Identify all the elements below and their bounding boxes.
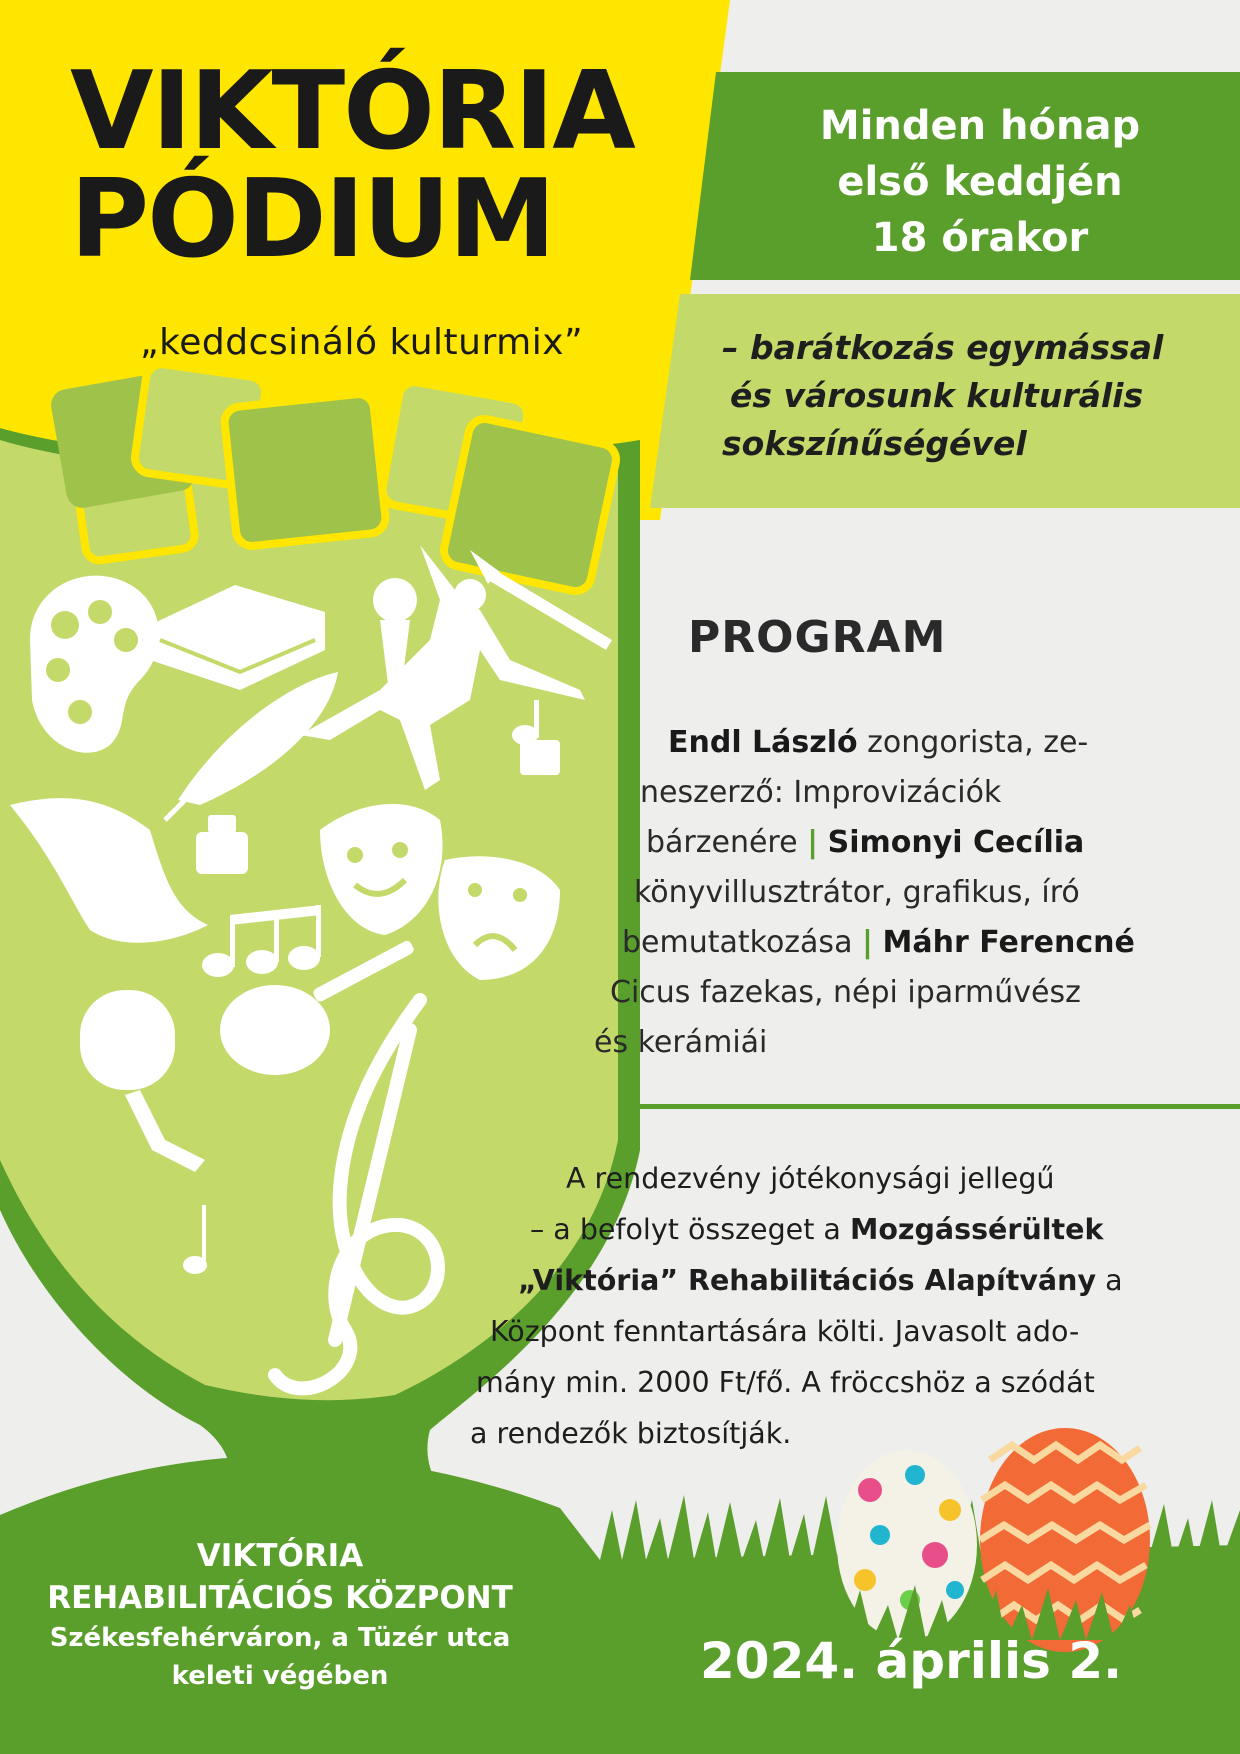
venue-block [20,1535,540,1695]
program-line5: bemutatkozása | Máhr Ferencné [622,925,1135,960]
event-title [70,49,670,282]
event-title-line2: PÓDIUM [70,157,554,282]
event-subtitle: „keddcsináló kulturmix” [140,322,584,363]
notice-organisation-part2: „Viktória” Rehabilitációs Alapítvány [518,1264,1097,1297]
notice-line1: A rendezvény jótékonysági jellegű [566,1162,1055,1195]
schedule-line2: első keddjén [837,159,1123,205]
tagline-line2: és városunk kulturális [730,376,1144,415]
tagline-text [722,324,1222,468]
section-divider [605,1104,1240,1109]
program-line7: és kerámiái [594,1025,768,1060]
venue-line1: VIKTÓRIA [196,1538,364,1574]
schedule-text [745,98,1215,266]
notice-line4: Központ fenntartására költi. Javasolt ado- [490,1315,1080,1348]
program-line3: bárzenére | Simonyi Cecília [646,825,1085,860]
notice-line6: a rendezők biztosítják. [470,1417,792,1450]
venue-line2: REHABILITÁCIÓS KÖZPONT [47,1580,513,1616]
performer1-name: Endl László [668,725,858,760]
performer3-name: Máhr Ferencné [882,925,1135,960]
program-line2: neszerző: Improvizációk [640,775,1002,810]
program-heading: PROGRAM [688,612,947,663]
performer2-name: Simonyi Cecília [827,825,1085,860]
event-date: 2024. április 2. [700,1632,1123,1690]
notice-line2: – a befolyt összeget a Mozgássérültek [530,1213,1104,1246]
event-title-line1: VIKTÓRIA [70,49,634,174]
notice-line5: mány min. 2000 Ft/fő. A fröccshöz a szódát [476,1366,1095,1399]
program-separator: | [862,925,873,960]
venue-line4: keleti végében [171,1661,389,1691]
venue-line3: Székesfehérváron, a Tüzér utca [49,1623,511,1653]
schedule-line1: Minden hónap [819,103,1141,149]
notice-line3: „Viktória” Rehabilitációs Alapítvány a [518,1264,1123,1297]
program-separator: | [807,825,819,860]
program-line4: könyvillusztrátor, grafikus, író [634,875,1080,910]
program-line6: Cicus fazekas, népi iparművész [610,975,1081,1010]
schedule-line3: 18 órakor [871,215,1089,261]
notice-organisation-part1: Mozgássérültek [849,1213,1104,1246]
program-line1: Endl László zongorista, ze- [668,725,1089,760]
tagline-line3: sokszínűségével [722,424,1027,463]
tagline-line1: – barátkozás egymással [722,328,1164,367]
